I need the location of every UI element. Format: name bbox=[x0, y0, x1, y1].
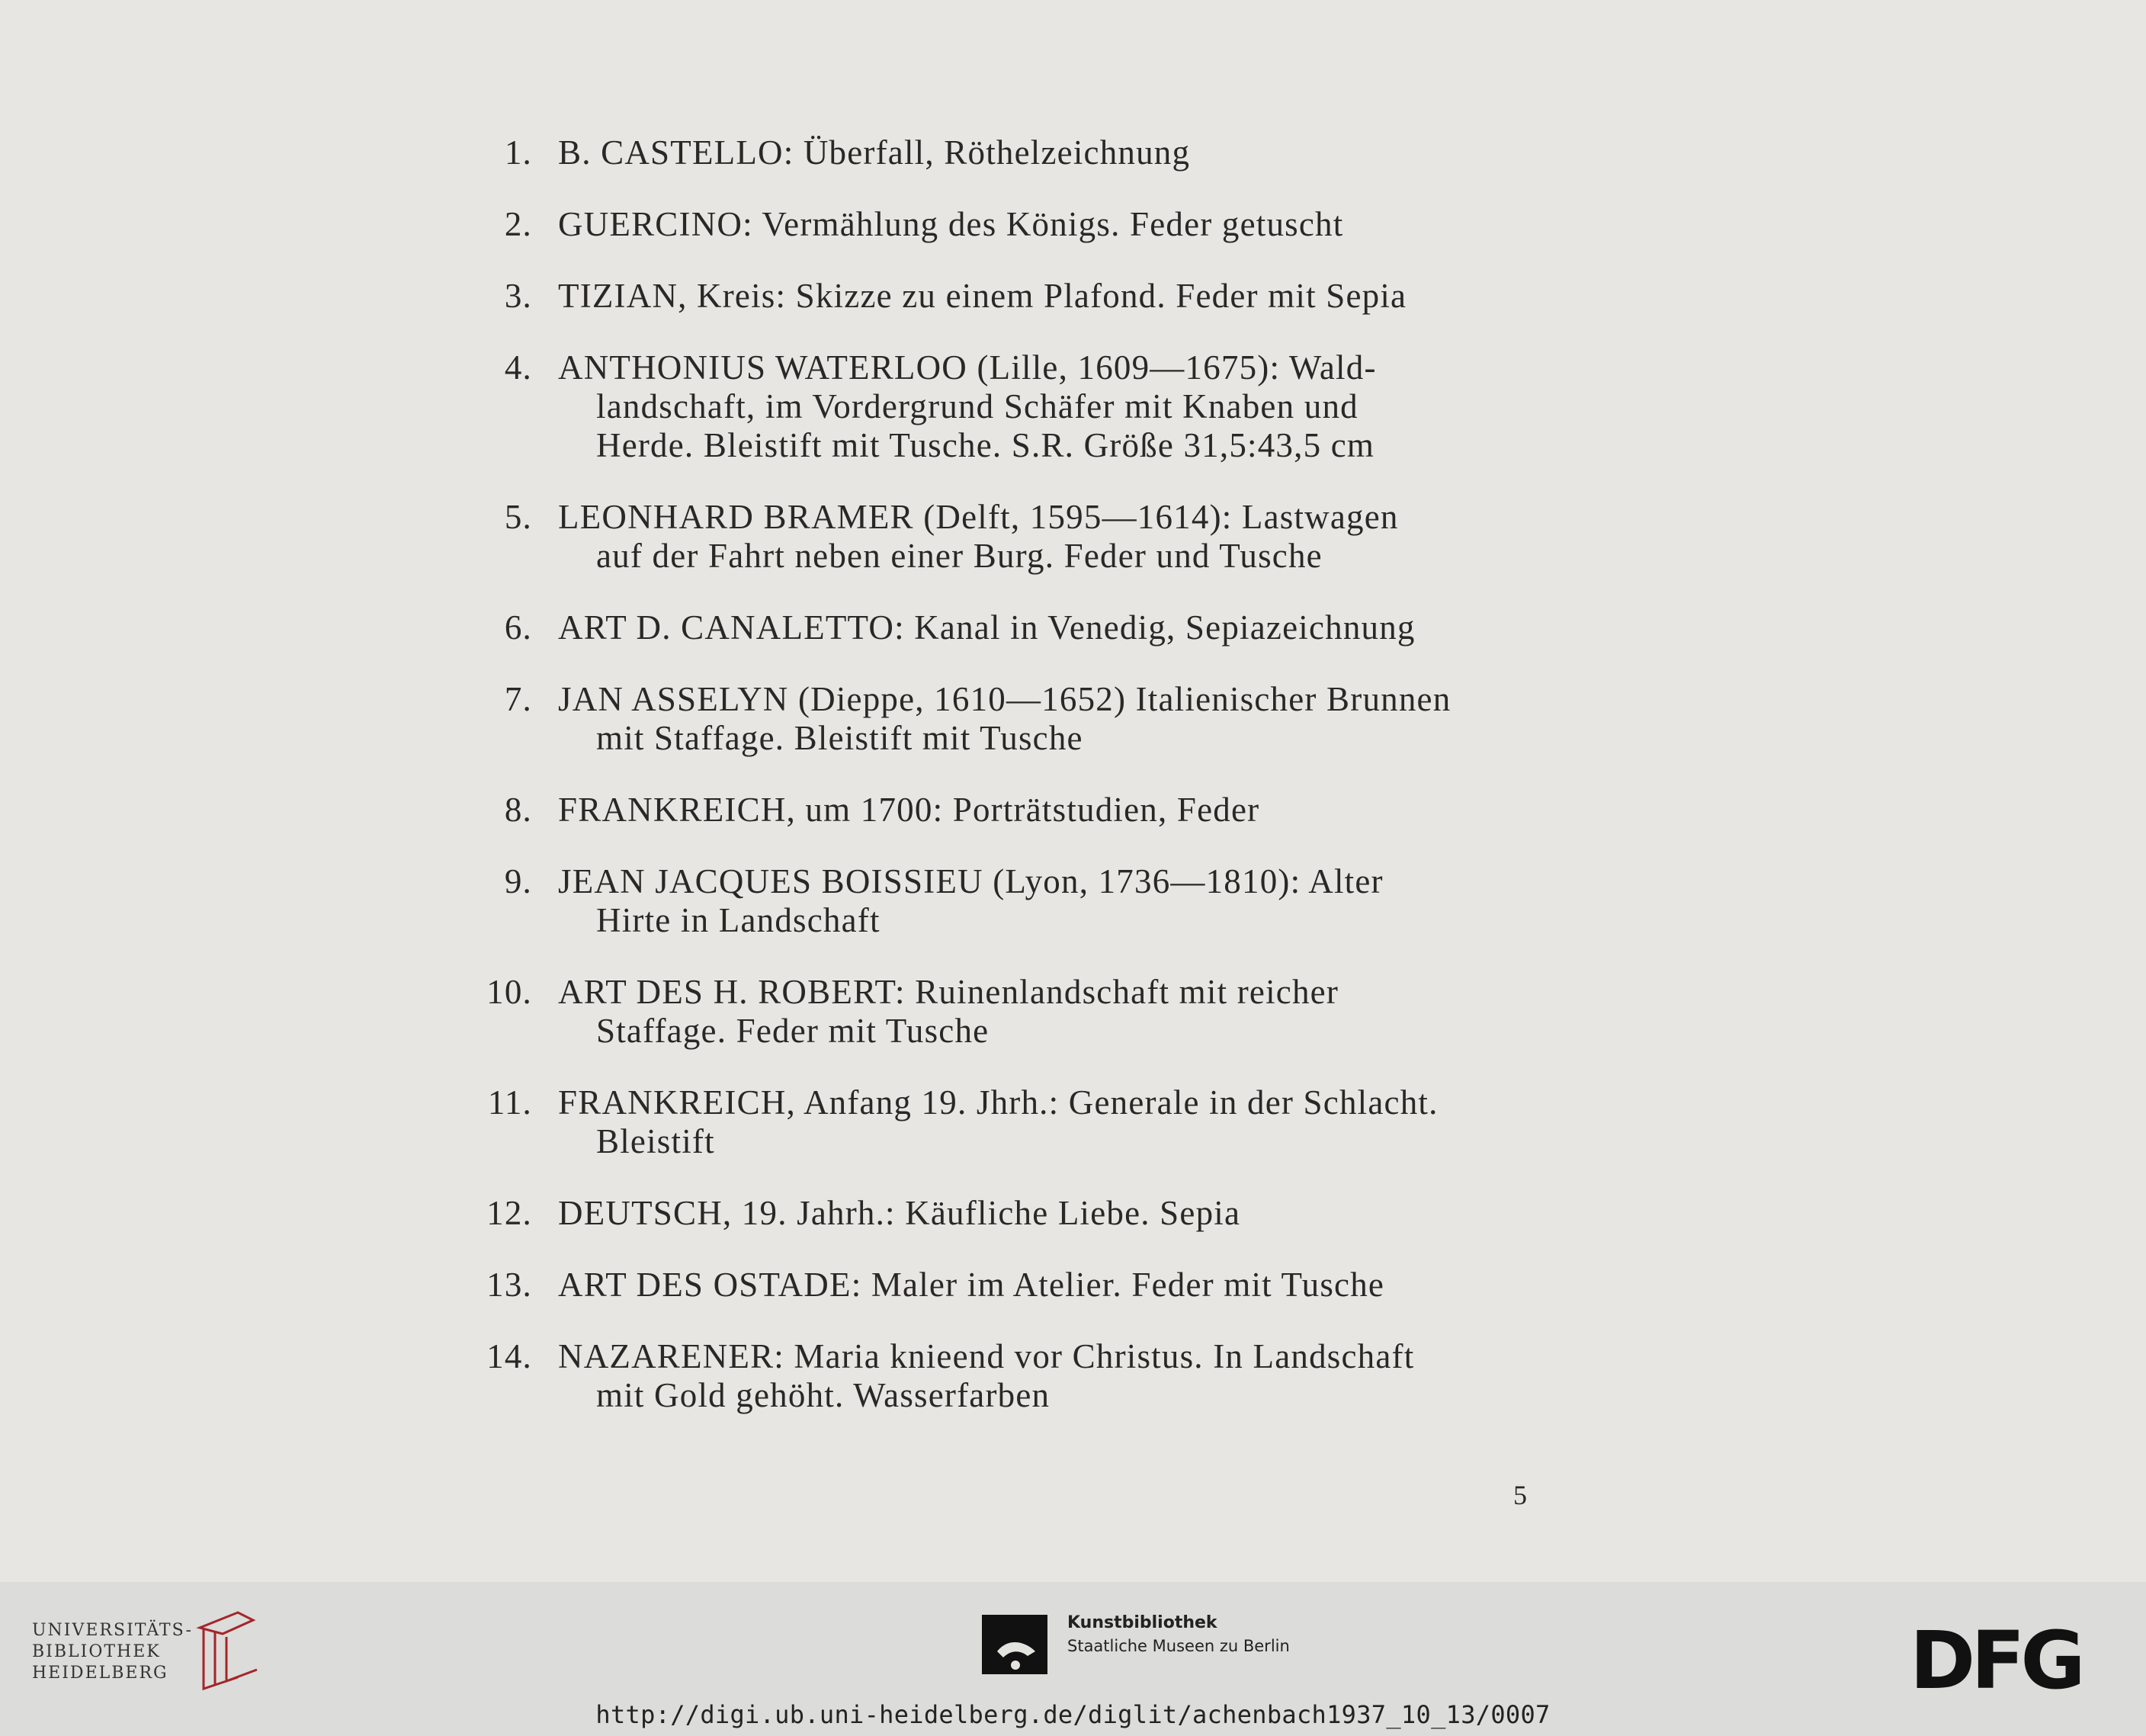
dfg-logo-text: DFG bbox=[1910, 1624, 2081, 1693]
entry-continuation-line: Hirte in Landschaft bbox=[596, 901, 881, 939]
catalog-entry bbox=[473, 205, 1532, 244]
entry-continuation-line: Staffage. Feder mit Tusche bbox=[596, 1012, 990, 1050]
catalog-entry bbox=[473, 680, 1532, 758]
entry-title-line: FRANKREICH, Anfang 19. Jhrh.: Generale in der Schlacht. bbox=[558, 1083, 1439, 1122]
entry-title-line: GUERCINO: Vermählung des Königs. Feder getuscht bbox=[558, 205, 1344, 243]
ub-line: BIBLIOTHEK bbox=[32, 1642, 161, 1661]
entry-continuation-line: auf der Fahrt neben einer Burg. Feder und Tusche bbox=[596, 537, 1323, 575]
ub-heidelberg-logo-text[interactable] bbox=[32, 1620, 193, 1684]
catalog-entry bbox=[473, 1266, 1532, 1304]
catalog-entry bbox=[473, 791, 1532, 829]
source-url[interactable]: http://digi.ub.uni-heidelberg.de/diglit/achenbach1937_10_13/0007 bbox=[595, 1700, 1551, 1729]
catalog-entry bbox=[473, 1194, 1532, 1233]
entry-title-line: JAN ASSELYN (Dieppe, 1610—1652) Italienischer Brunnen bbox=[558, 680, 1452, 718]
entry-continuation-line: mit Gold gehöht. Wasserfarben bbox=[596, 1376, 1051, 1414]
entry-continuation-line: Bleistift bbox=[596, 1122, 715, 1160]
entry-number: 7. bbox=[504, 680, 532, 718]
entry-title-line: LEONHARD BRAMER (Delft, 1595—1614): Lastwagen bbox=[558, 498, 1399, 536]
catalog-entry bbox=[473, 133, 1532, 172]
entry-number: 9. bbox=[504, 862, 532, 900]
kunstbibliothek-logo-icon[interactable] bbox=[982, 1615, 1047, 1680]
catalog-entry bbox=[473, 1083, 1532, 1161]
kb-subtitle: Staatliche Museen zu Berlin bbox=[1067, 1637, 1290, 1655]
catalog-entry bbox=[473, 277, 1532, 316]
ub-line: UNIVERSITÄTS- bbox=[32, 1621, 193, 1640]
entry-number: 4. bbox=[504, 348, 532, 387]
catalog-entry bbox=[473, 498, 1532, 576]
catalog-entry bbox=[473, 608, 1532, 647]
entry-continuation-line: mit Staffage. Bleistift mit Tusche bbox=[596, 719, 1083, 757]
entry-title-line: FRANKREICH, um 1700: Porträtstudien, Feder bbox=[558, 791, 1260, 829]
entry-title-line: ART DES OSTADE: Maler im Atelier. Feder mit Tusche bbox=[558, 1266, 1385, 1304]
entry-title-line: JEAN JACQUES BOISSIEU (Lyon, 1736—1810): Alter bbox=[558, 862, 1384, 900]
entry-continuation-line: Herde. Bleistift mit Tusche. S.R. Größe 31,5:43,5 cm bbox=[596, 426, 1375, 464]
entry-number: 1. bbox=[504, 133, 532, 172]
entry-title-line: B. CASTELLO: Überfall, Röthelzeichnung bbox=[558, 133, 1191, 172]
catalog-entry bbox=[473, 1337, 1532, 1415]
entry-number: 14. bbox=[486, 1337, 532, 1375]
catalog-entry bbox=[473, 973, 1532, 1051]
entry-continuation-line: landschaft, im Vordergrund Schäfer mit Knaben und bbox=[596, 387, 1358, 425]
entry-number: 5. bbox=[504, 498, 532, 536]
entry-number: 10. bbox=[486, 973, 532, 1011]
ub-line: HEIDELBERG bbox=[32, 1664, 168, 1683]
entry-number: 6. bbox=[504, 608, 532, 647]
kb-name: Kunstbibliothek bbox=[1067, 1613, 1217, 1632]
entry-title-line: ART D. CANALETTO: Kanal in Venedig, Sepiazeichnung bbox=[558, 608, 1416, 647]
entry-title-line: ANTHONIUS WATERLOO (Lille, 1609—1675): Wald- bbox=[558, 348, 1377, 387]
entry-number: 11. bbox=[487, 1083, 532, 1122]
entry-number: 12. bbox=[486, 1194, 532, 1232]
entry-title-line: DEUTSCH, 19. Jahrh.: Käufliche Liebe. Sepia bbox=[558, 1194, 1241, 1232]
page-number: 5 bbox=[1513, 1480, 1527, 1510]
catalog-entry bbox=[473, 348, 1532, 465]
entry-title-line: ART DES H. ROBERT: Ruinenlandschaft mit reicher bbox=[558, 973, 1339, 1011]
entry-number: 8. bbox=[504, 791, 532, 829]
entry-number: 13. bbox=[486, 1266, 532, 1304]
entry-number: 3. bbox=[504, 277, 532, 315]
entry-number: 2. bbox=[504, 205, 532, 243]
entry-title-line: NAZARENER: Maria knieend vor Christus. In Landschaft bbox=[558, 1337, 1415, 1375]
catalog-list bbox=[473, 133, 1532, 1448]
kunstbibliothek-text[interactable] bbox=[1067, 1612, 1290, 1657]
dfg-logo[interactable] bbox=[1910, 1624, 2116, 1693]
catalog-entry bbox=[473, 862, 1532, 940]
entry-title-line: TIZIAN, Kreis: Skizze zu einem Plafond. Feder mit Sepia bbox=[558, 277, 1407, 315]
